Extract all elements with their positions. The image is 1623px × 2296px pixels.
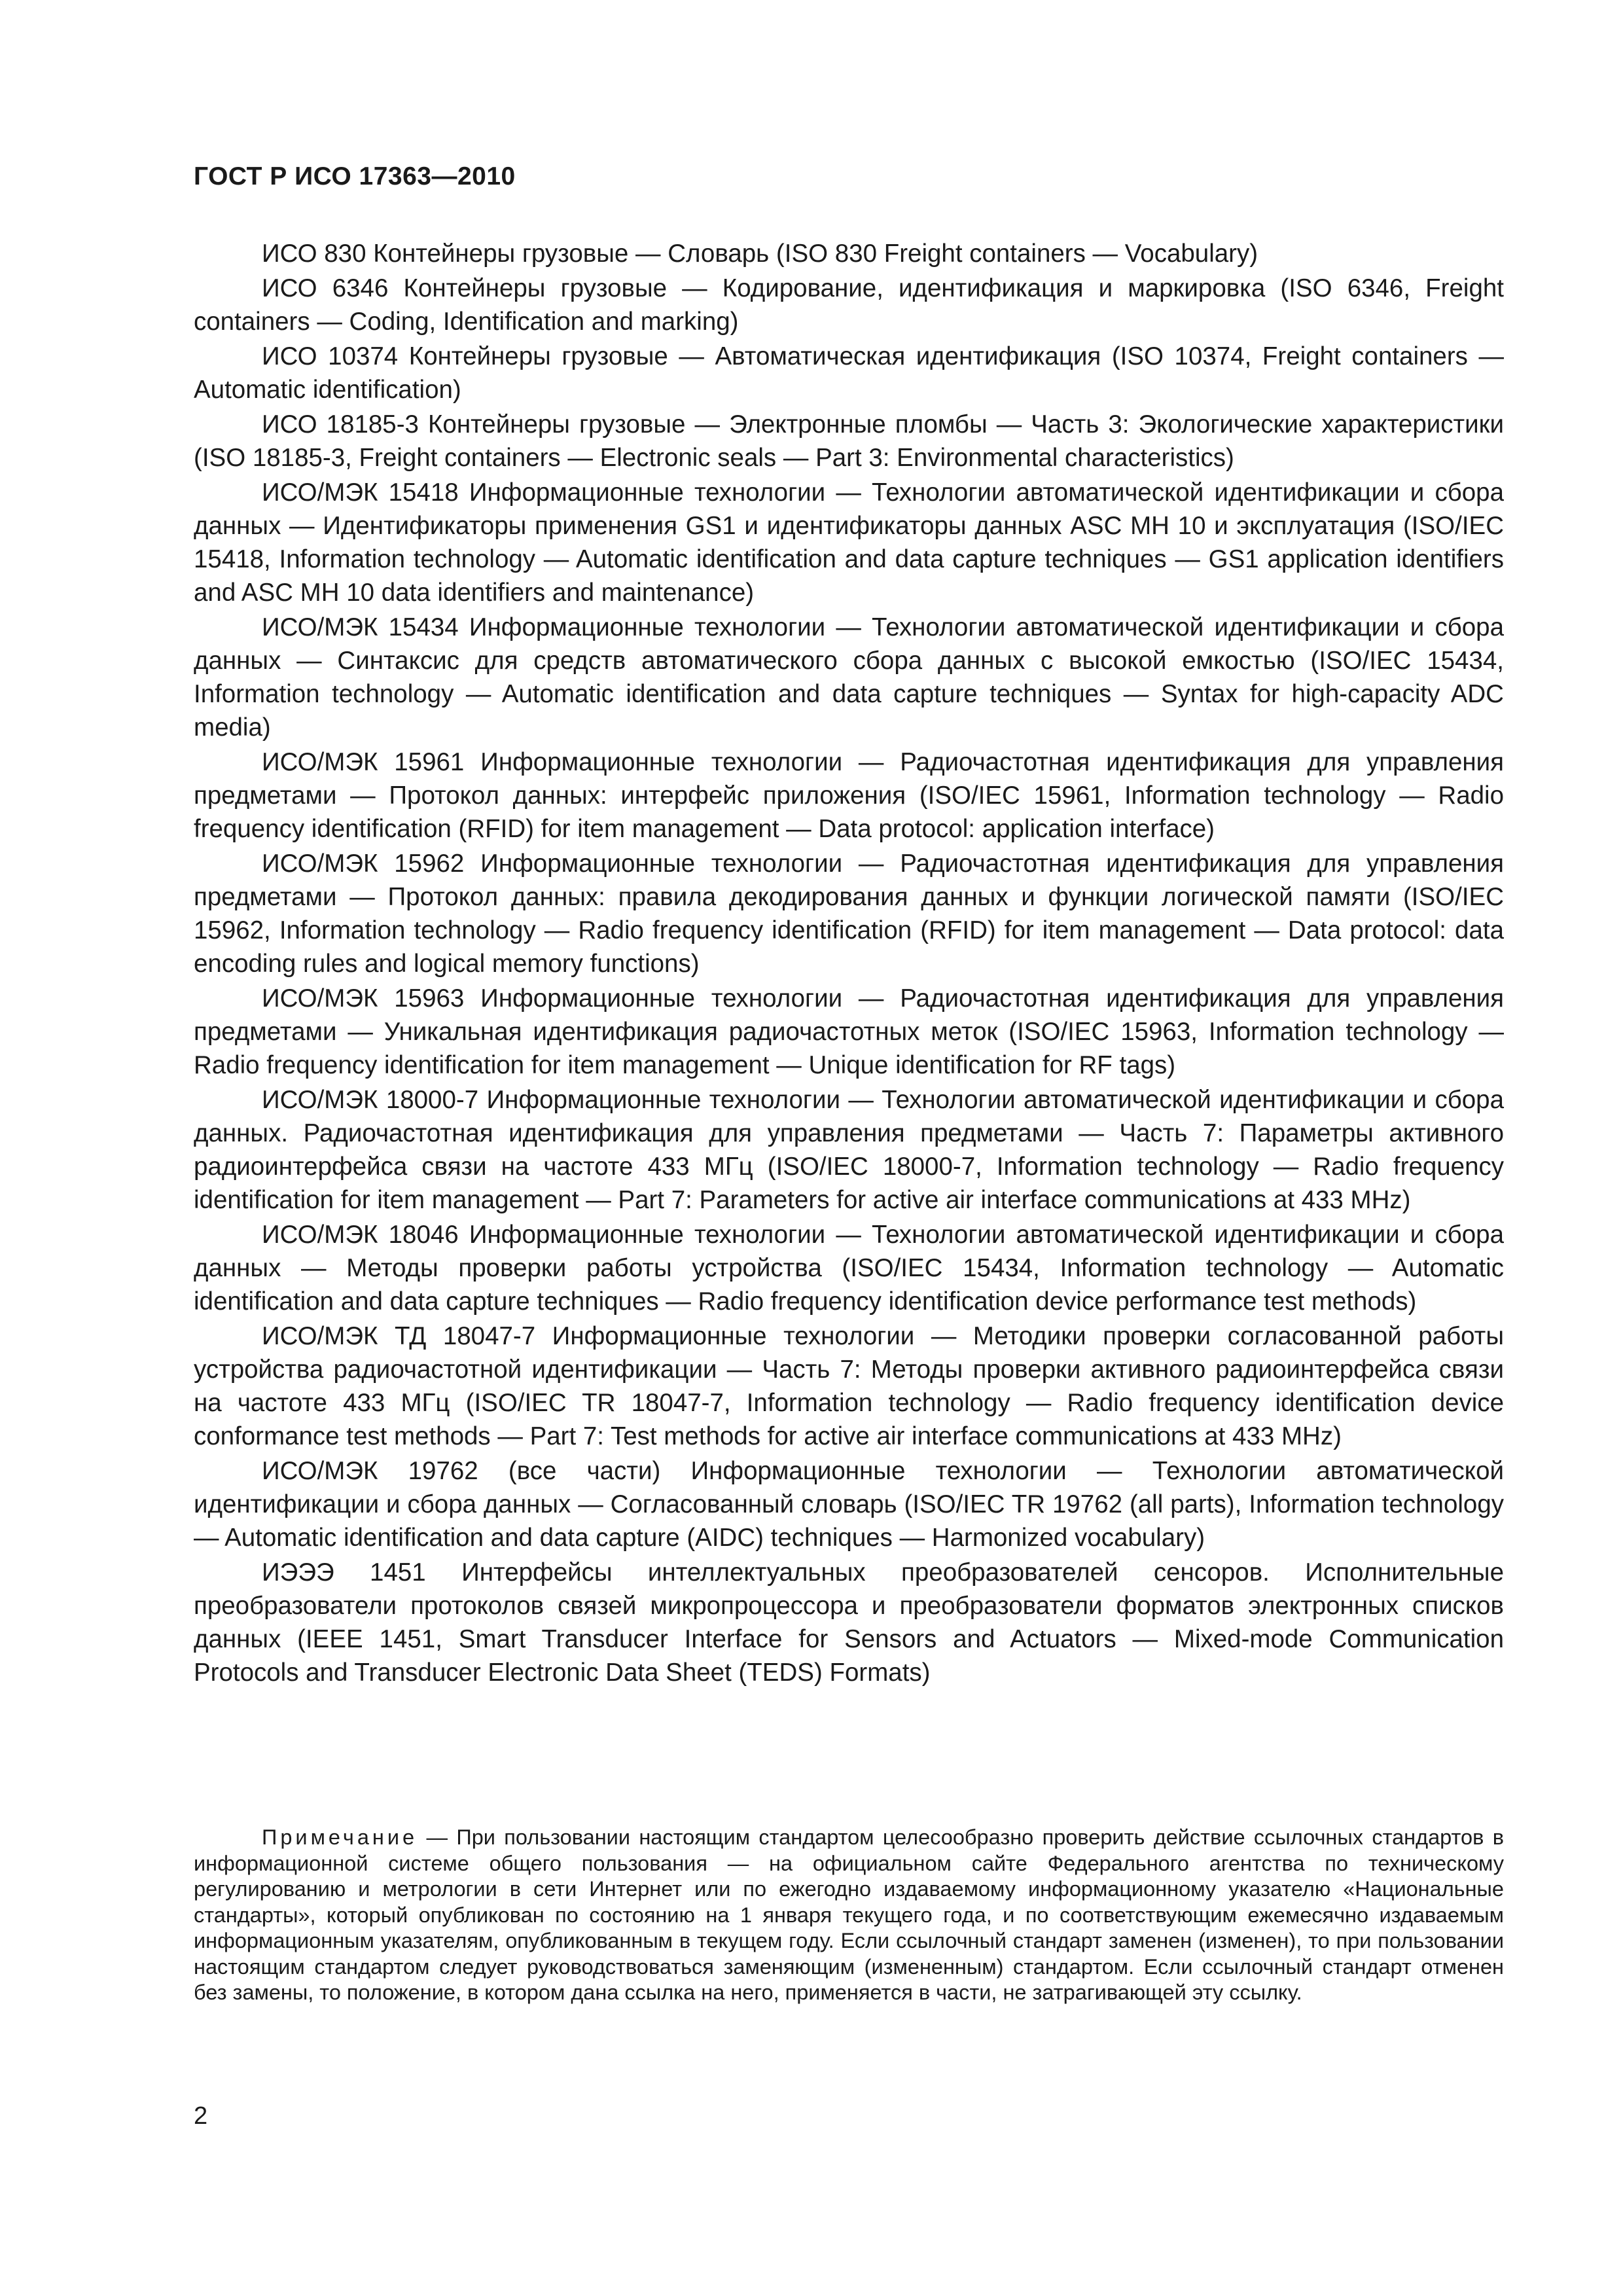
note-paragraph [194,1825,1504,2006]
reference-entry: ИСО 18185-3 Контейнеры грузовые — Электронные пломбы — Часть 3: Экологические характеристики (ISO 18185-3, Freight containers — Electronic seals — Part 3: Environmental characteristics) [194,410,1504,472]
reference-entry: ИСО/МЭК 18000-7 Информационные технологии — Технологии автоматической идентификации и сбора данных. Радиочастотная идентификация для управления предметами — Часть 7: Параметры активного радиоинтерфейса связи на частоте 433 МГц (ISO/IEC 18000-7, Information technology — Radio frequency identification for item management — Part 7: Parameters for active air interface communications at 433 MHz) [194,1086,1504,1214]
reference-entry: ИЭЭЭ 1451 Интерфейсы интеллектуальных преобразователей сенсоров. Исполнительные преобразователи протоколов связей микропроцессора и преобразователи форматов электронных списков данных (IEEE 1451, Smart Transducer Interface for Sensors and Actuators — Mixed-mode Communication Protocols and Transducer Electronic Data Sheet (TEDS) Formats) [194,1558,1504,1687]
reference-entry: ИСО/МЭК 19762 (все части) Информационные технологии — Технологии автоматической идентификации и сбора данных — Согласованный словарь (ISO/IEC TR 19762 (all parts), Information technology — Automatic identification and data capture (AIDC) techniques — Harmonized vocabulary) [194,1457,1504,1552]
normative-references-list [194,237,1504,1691]
reference-entry: ИСО/МЭК 15961 Информационные технологии — Радиочастотная идентификация для управления предметами — Протокол данных: интерфейс приложения (ISO/IEC 15961, Information technology — Radio frequency identification (RFID) for item management — Data protocol: application interface) [194,748,1504,843]
reference-entry: ИСО/МЭК 15963 Информационные технологии — Радиочастотная идентификация для управления предметами — Уникальная идентификация радиочастотных меток (ISO/IEC 15963, Information technology — Radio frequency identification for item management — Unique identification for RF tags) [194,984,1504,1079]
reference-entry: ИСО 6346 Контейнеры грузовые — Кодирование, идентификация и маркировка (ISO 6346, Freight containers — Coding, Identification and marking) [194,274,1504,336]
note-label: Примечание [262,1825,418,1849]
document-header-code: ГОСТ Р ИСО 17363—2010 [194,162,516,190]
reference-entry: ИСО/МЭК 15418 Информационные технологии — Технологии автоматической идентификации и сбора данных — Идентификаторы применения GS1 и идентификаторы данных ASC MH 10 и эксплуатация (ISO/IEC 15418, Information technology — Automatic identification and data capture techniques — GS1 application identifiers and ASC MH 10 data identifiers and maintenance) [194,478,1504,607]
reference-entry: ИСО 830 Контейнеры грузовые — Словарь (ISO 830 Freight containers — Vocabulary) [262,240,1258,268]
note-text: — При пользовании настоящим стандартом целесообразно проверить действие ссылочных стандартов в информационной системе общего пользования — на официальном сайте Федерального агентства по техническому регулированию и метрологии в сети Интернет или по ежегодно издаваемому информационному указателю «Национальные стандарты», который опубликован по состоянию на 1 января текущего года, и по соответствующим ежемесячно издаваемым информационным указателям, опубликованным в текущем году. Если ссылочный стандарт заменен (изменен), то при пользовании настоящим стандартом следует руководствоваться заменяющим (измененным) стандартом. Если ссылочный стандарт отменен без замены, то положение, в котором дана ссылка на него, применяется в части, не затрагивающей эту ссылку. [194,1825,1504,2004]
reference-entry: ИСО/МЭК 15962 Информационные технологии — Радиочастотная идентификация для управления предметами — Протокол данных: правила декодирования данных и функции логической памяти (ISO/IEC 15962, Information technology — Radio frequency identification (RFID) for item management — Data protocol: data encoding rules and logical memory functions) [194,850,1504,978]
reference-entry: ИСО/МЭК 18046 Информационные технологии — Технологии автоматической идентификации и сбора данных — Методы проверки работы устройства (ISO/IEC 15434, Information technology — Automatic identification and data capture techniques — Radio frequency identification device performance test methods) [194,1221,1504,1316]
reference-entry: ИСО 10374 Контейнеры грузовые — Автоматическая идентификация (ISO 10374, Freight containers — Automatic identification) [194,342,1504,404]
reference-entry: ИСО/МЭК 15434 Информационные технологии — Технологии автоматической идентификации и сбора данных — Синтаксис для средств автоматического сбора данных с высокой емкостью (ISO/IEC 15434, Information technology — Automatic identification and data capture techniques — Syntax for high-capacity ADC media) [194,613,1504,742]
page-number: 2 [194,2102,208,2130]
reference-entry: ИСО/МЭК ТД 18047-7 Информационные технологии — Методики проверки согласованной работы устройства радиочастотной идентификации — Часть 7: Методы проверки активного радиоинтерфейса связи на частоте 433 МГц (ISO/IEC TR 18047-7, Information technology — Radio frequency identification device conformance test methods — Part 7: Test methods for active air interface communications at 433 MHz) [194,1322,1504,1450]
